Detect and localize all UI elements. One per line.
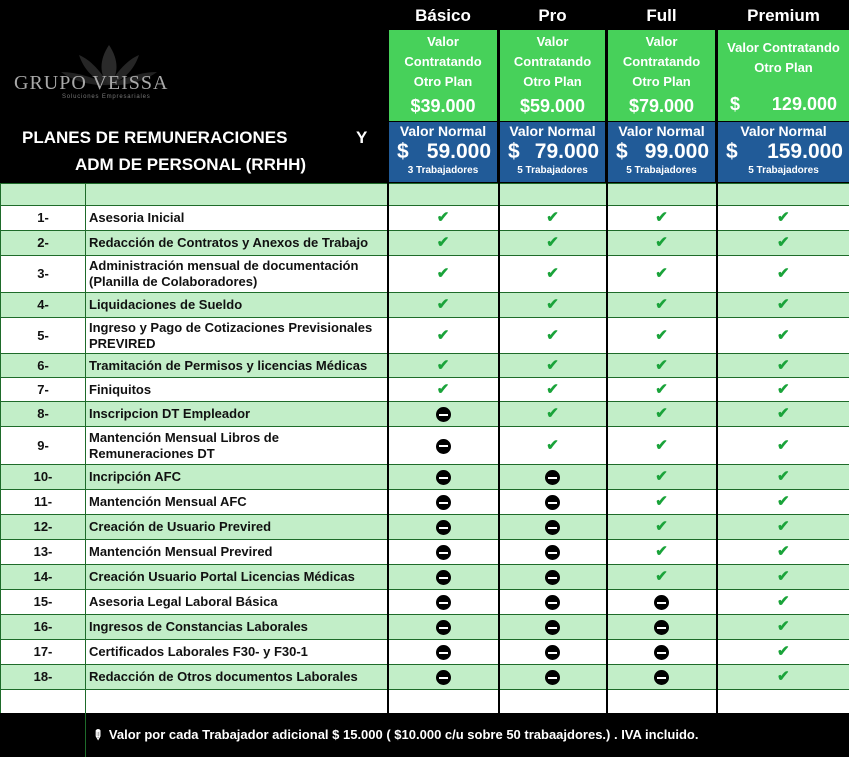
check-icon: ✔ — [655, 518, 668, 535]
check-icon: ✔ — [776, 209, 790, 226]
normal-label: Valor Normal — [509, 123, 596, 139]
minus-circle-icon — [436, 595, 451, 610]
promo-currency: $ — [730, 94, 741, 114]
feature-label: Redacción de Otros documentos Laborales — [86, 665, 388, 690]
table-row — [1, 231, 849, 256]
minus-circle-icon — [436, 570, 451, 585]
brand-name: GRUPO VEISSA — [14, 72, 169, 94]
feature-number: 1- — [1, 206, 86, 231]
feature-label: Asesoria Legal Laboral Básica — [86, 590, 388, 615]
check-icon: ✔ — [655, 568, 668, 585]
minus-circle-icon — [436, 470, 451, 485]
pin-icon: ✎ — [88, 725, 107, 744]
check-icon: ✔ — [776, 265, 790, 282]
minus-circle-icon — [436, 670, 451, 685]
feature-label: Mantención Mensual AFC — [86, 490, 388, 515]
feature-label: Ingresos de Constancias Laborales — [86, 615, 388, 640]
table-row — [1, 402, 849, 427]
feature-number: 6- — [1, 354, 86, 378]
check-icon: ✔ — [655, 356, 668, 374]
workers-count: 5 Trabajadores — [517, 165, 588, 176]
feature-number: 14- — [1, 565, 86, 590]
minus-circle-icon — [545, 520, 560, 535]
minus-circle-icon — [545, 670, 560, 685]
normal-box-basico — [389, 122, 497, 182]
check-icon: ✔ — [436, 209, 450, 226]
check-icon: ✔ — [776, 405, 790, 422]
check-icon: ✔ — [776, 436, 790, 454]
feature-label: Tramitación de Permisos y licencias Médicas — [86, 354, 388, 378]
feature-label: Mantención Mensual Previred — [86, 540, 388, 565]
workers-count: 5 Trabajadores — [626, 165, 697, 176]
features-table — [0, 183, 849, 714]
normal-price: 59.000 — [426, 140, 491, 163]
page-title-line2: ADM DE PERSONAL (RRHH) — [75, 155, 307, 174]
check-icon: ✔ — [546, 356, 559, 374]
plan-name-premium: Premium — [747, 6, 820, 25]
feature-label: Asesoria Inicial — [86, 206, 388, 231]
feature-number: 7- — [1, 378, 86, 402]
feature-number: 11- — [1, 490, 86, 515]
check-icon: ✔ — [776, 356, 790, 374]
promo-label: Valor Contratando Otro Plan — [513, 34, 592, 89]
minus-circle-icon — [654, 595, 669, 610]
check-icon: ✔ — [655, 543, 668, 560]
check-icon: ✔ — [436, 356, 450, 374]
feature-number: 10- — [1, 465, 86, 490]
spacer-row — [1, 184, 849, 206]
table-row — [1, 665, 849, 690]
table-row — [1, 427, 849, 465]
feature-label: Liquidaciones de Sueldo — [86, 293, 388, 318]
check-icon: ✔ — [546, 405, 559, 422]
minus-circle-icon — [436, 645, 451, 660]
feature-number: 2- — [1, 231, 86, 256]
check-icon: ✔ — [655, 296, 668, 313]
check-icon: ✔ — [436, 296, 450, 313]
check-icon: ✔ — [546, 234, 559, 251]
check-icon: ✔ — [436, 234, 450, 251]
feature-number: 4- — [1, 293, 86, 318]
table-row — [1, 590, 849, 615]
check-icon: ✔ — [776, 234, 790, 251]
check-icon: ✔ — [776, 593, 790, 610]
minus-circle-icon — [545, 470, 560, 485]
table-row — [1, 565, 849, 590]
normal-price: 79.000 — [534, 140, 599, 163]
normal-currency: $ — [397, 140, 409, 163]
check-icon: ✔ — [655, 405, 668, 422]
feature-label: Inscripcion DT Empleador — [86, 402, 388, 427]
minus-circle-icon — [545, 595, 560, 610]
minus-circle-icon — [545, 495, 560, 510]
check-icon: ✔ — [776, 668, 790, 685]
feature-label: Redacción de Contratos y Anexos de Trabajo — [86, 231, 388, 256]
table-row — [1, 206, 849, 231]
feature-label: Finiquitos — [86, 378, 388, 402]
page-title-y: Y — [356, 128, 368, 147]
promo-label: Valor Contratando Otro Plan — [727, 40, 840, 75]
check-icon: ✔ — [546, 436, 559, 454]
minus-circle-icon — [436, 520, 451, 535]
footer-note — [0, 713, 849, 757]
table-row — [1, 540, 849, 565]
normal-label: Valor Normal — [399, 123, 487, 139]
check-icon: ✔ — [655, 493, 668, 510]
plan-name-basico: Básico — [415, 6, 471, 25]
check-icon: ✔ — [776, 543, 790, 560]
minus-circle-icon — [436, 439, 451, 454]
table-row — [1, 318, 849, 354]
check-icon: ✔ — [546, 209, 559, 226]
minus-circle-icon — [545, 545, 560, 560]
feature-number: 5- — [1, 318, 86, 354]
minus-circle-icon — [654, 670, 669, 685]
check-icon: ✔ — [655, 209, 668, 226]
table-row — [1, 465, 849, 490]
feature-number: 16- — [1, 615, 86, 640]
check-icon: ✔ — [776, 618, 790, 635]
table-row — [1, 615, 849, 640]
feature-number: 3- — [1, 256, 86, 293]
promo-price: $59.000 — [519, 96, 586, 116]
promo-label: Valor Contratando Otro Plan — [622, 34, 701, 89]
check-icon: ✔ — [776, 643, 790, 660]
feature-number: 15- — [1, 590, 86, 615]
footer-text: Valor por cada Trabajador adicional $ 15.000 ( $10.000 c/u sobre 50 trabaajdores.) . IVA incluido. — [108, 727, 699, 742]
feature-number: 17- — [1, 640, 86, 665]
check-icon: ✔ — [546, 265, 559, 282]
page-title-line1: PLANES DE REMUNERACIONES — [22, 128, 288, 147]
feature-number: 13- — [1, 540, 86, 565]
table-row — [1, 490, 849, 515]
table-row — [1, 515, 849, 540]
minus-circle-icon — [436, 495, 451, 510]
normal-currency: $ — [616, 140, 628, 163]
feature-label: Certificados Laborales F30- y F30-1 — [86, 640, 388, 665]
plan-name-pro: Pro — [538, 6, 567, 25]
normal-price: 159.000 — [767, 140, 843, 163]
header — [0, 0, 849, 183]
normal-box-premium — [718, 122, 849, 182]
check-icon: ✔ — [655, 468, 668, 485]
check-icon: ✔ — [776, 493, 790, 510]
check-icon: ✔ — [655, 265, 668, 282]
table-row — [1, 293, 849, 318]
plan-name-full: Full — [646, 6, 677, 25]
check-icon: ✔ — [776, 568, 790, 585]
workers-count: 3 Trabajadores — [407, 165, 479, 176]
minus-circle-icon — [654, 620, 669, 635]
table-row — [1, 256, 849, 293]
feature-label: Ingreso y Pago de Cotizaciones Previsionales PREVIRED — [86, 318, 388, 354]
promo-box-full — [608, 30, 715, 121]
check-icon: ✔ — [546, 380, 559, 398]
empty-row — [1, 690, 849, 714]
promo-price: $79.000 — [628, 96, 695, 116]
logo — [14, 30, 204, 100]
promo-box-premium — [718, 30, 849, 121]
feature-label: Administración mensual de documentación (Planilla de Colaboradores) — [86, 256, 388, 293]
check-icon: ✔ — [436, 265, 450, 282]
table-row — [1, 640, 849, 665]
normal-label: Valor Normal — [740, 123, 827, 139]
normal-price: 99.000 — [644, 140, 709, 163]
promo-price: $39.000 — [410, 96, 476, 116]
minus-circle-icon — [545, 620, 560, 635]
feature-label: Mantención Mensual Libros de Remuneraciones DT — [86, 427, 388, 465]
promo-box-basico — [389, 30, 497, 121]
normal-currency: $ — [726, 140, 738, 163]
check-icon: ✔ — [776, 296, 790, 313]
check-icon: ✔ — [776, 326, 790, 344]
check-icon: ✔ — [776, 468, 790, 485]
minus-circle-icon — [654, 645, 669, 660]
minus-circle-icon — [545, 645, 560, 660]
table-row — [1, 354, 849, 378]
brand-tagline: Soluciones Empresariales — [62, 94, 151, 100]
check-icon: ✔ — [546, 296, 559, 313]
feature-number: 18- — [1, 665, 86, 690]
promo-label: Valor Contratando Otro Plan — [404, 34, 482, 89]
minus-circle-icon — [436, 407, 451, 422]
check-icon: ✔ — [655, 436, 668, 454]
minus-circle-icon — [545, 570, 560, 585]
normal-currency: $ — [508, 140, 520, 163]
check-icon: ✔ — [436, 326, 450, 344]
check-icon: ✔ — [776, 380, 790, 398]
check-icon: ✔ — [546, 326, 559, 344]
minus-circle-icon — [436, 620, 451, 635]
check-icon: ✔ — [776, 518, 790, 535]
feature-label: Incripción AFC — [86, 465, 388, 490]
minus-circle-icon — [436, 545, 451, 560]
feature-number: 8- — [1, 402, 86, 427]
feature-number: 12- — [1, 515, 86, 540]
workers-count: 5 Trabajadores — [748, 165, 819, 176]
table-row — [1, 378, 849, 402]
feature-label: Creación Usuario Portal Licencias Médicas — [86, 565, 388, 590]
promo-price: 129.000 — [771, 94, 837, 114]
check-icon: ✔ — [655, 326, 668, 344]
check-icon: ✔ — [436, 380, 450, 398]
feature-number: 9- — [1, 427, 86, 465]
normal-box-pro — [500, 122, 605, 182]
promo-box-pro — [500, 30, 605, 121]
normal-label: Valor Normal — [618, 123, 705, 139]
check-icon: ✔ — [655, 380, 668, 398]
check-icon: ✔ — [655, 234, 668, 251]
feature-label: Creación de Usuario Previred — [86, 515, 388, 540]
normal-box-full — [608, 122, 715, 182]
